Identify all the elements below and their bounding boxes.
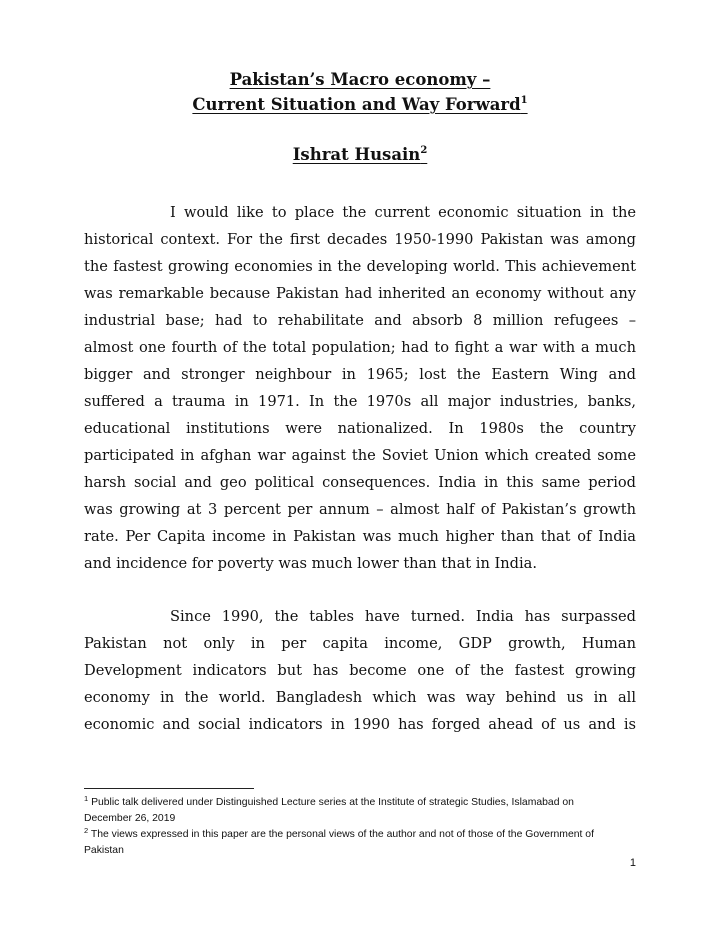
- paragraph-line: Pakistan not only in per capita income, GDP growth, Human: [84, 635, 636, 652]
- title-line-2-text: Current Situation and Way Forward: [192, 95, 521, 114]
- paragraph-line: was growing at 3 percent per annum – almost half of Pakistan’s growth: [84, 501, 636, 518]
- paragraph-line: economy in the world. Bangladesh which was way behind us in all: [84, 689, 636, 706]
- paragraph-line: Since 1990, the tables have turned. India has surpassed: [170, 608, 636, 625]
- footnote-1-mark: 1: [84, 794, 89, 803]
- title-line-1-text: Pakistan’s Macro economy –: [229, 70, 491, 89]
- paragraph-line: educational institutions were nationalized. In 1980s the country: [84, 420, 636, 437]
- author-footnote-mark: 2: [420, 145, 428, 156]
- paragraph-line: harsh social and geo political consequences. India in this same period: [84, 474, 636, 491]
- footnote-2: [84, 827, 644, 858]
- footnote-separator: [84, 788, 254, 789]
- author-name: [0, 145, 720, 164]
- paragraph-line: I would like to place the current economic situation in the: [170, 204, 636, 221]
- paragraph-2: [84, 603, 636, 738]
- footnote-2-line-2: Pakistan: [84, 844, 124, 856]
- footnote-1-line-1: Public talk delivered under Distinguished Lecture series at the Institute of strategic Studies, Islamabad on: [91, 797, 574, 808]
- paragraph-line: almost one fourth of the total population; had to fight a war with a much: [84, 339, 636, 356]
- paragraph-line: the fastest growing economies in the developing world. This achievement: [84, 258, 636, 275]
- title-line-1: [0, 70, 720, 89]
- paragraph-line: industrial base; had to rehabilitate and absorb 8 million refugees –: [84, 312, 636, 329]
- paragraph-line: economic and social indicators in 1990 has forged ahead of us and is: [84, 716, 636, 733]
- page-number: 1: [629, 857, 636, 869]
- paragraph-line: participated in afghan war against the Soviet Union which created some: [84, 447, 636, 464]
- paragraph-line: historical context. For the first decades 1950-1990 Pakistan was among: [84, 231, 636, 248]
- paragraph-line: rate. Per Capita income in Pakistan was much higher than that of India: [84, 528, 636, 545]
- title-line-2: [0, 95, 720, 114]
- footnote-1-line-2: December 26, 2019: [84, 812, 176, 824]
- title-footnote-mark: 1: [520, 95, 528, 106]
- footnote-2-mark: 2: [84, 826, 89, 835]
- footnote-2-line-1: The views expressed in this paper are the personal views of the author and not of those of the Government of: [90, 829, 594, 840]
- paragraph-1: [84, 199, 636, 577]
- paragraph-line: Development indicators but has become one of the fastest growing: [84, 662, 636, 679]
- paragraph-line: suffered a trauma in 1971. In the 1970s all major industries, banks,: [84, 393, 636, 410]
- paragraph-line: and incidence for poverty was much lower than that in India.: [84, 555, 538, 572]
- footnote-1: [84, 795, 644, 826]
- paragraph-line: bigger and stronger neighbour in 1965; lost the Eastern Wing and: [84, 366, 636, 383]
- author-name-text: Ishrat Husain: [292, 145, 421, 164]
- paragraph-line: was remarkable because Pakistan had inherited an economy without any: [84, 285, 636, 302]
